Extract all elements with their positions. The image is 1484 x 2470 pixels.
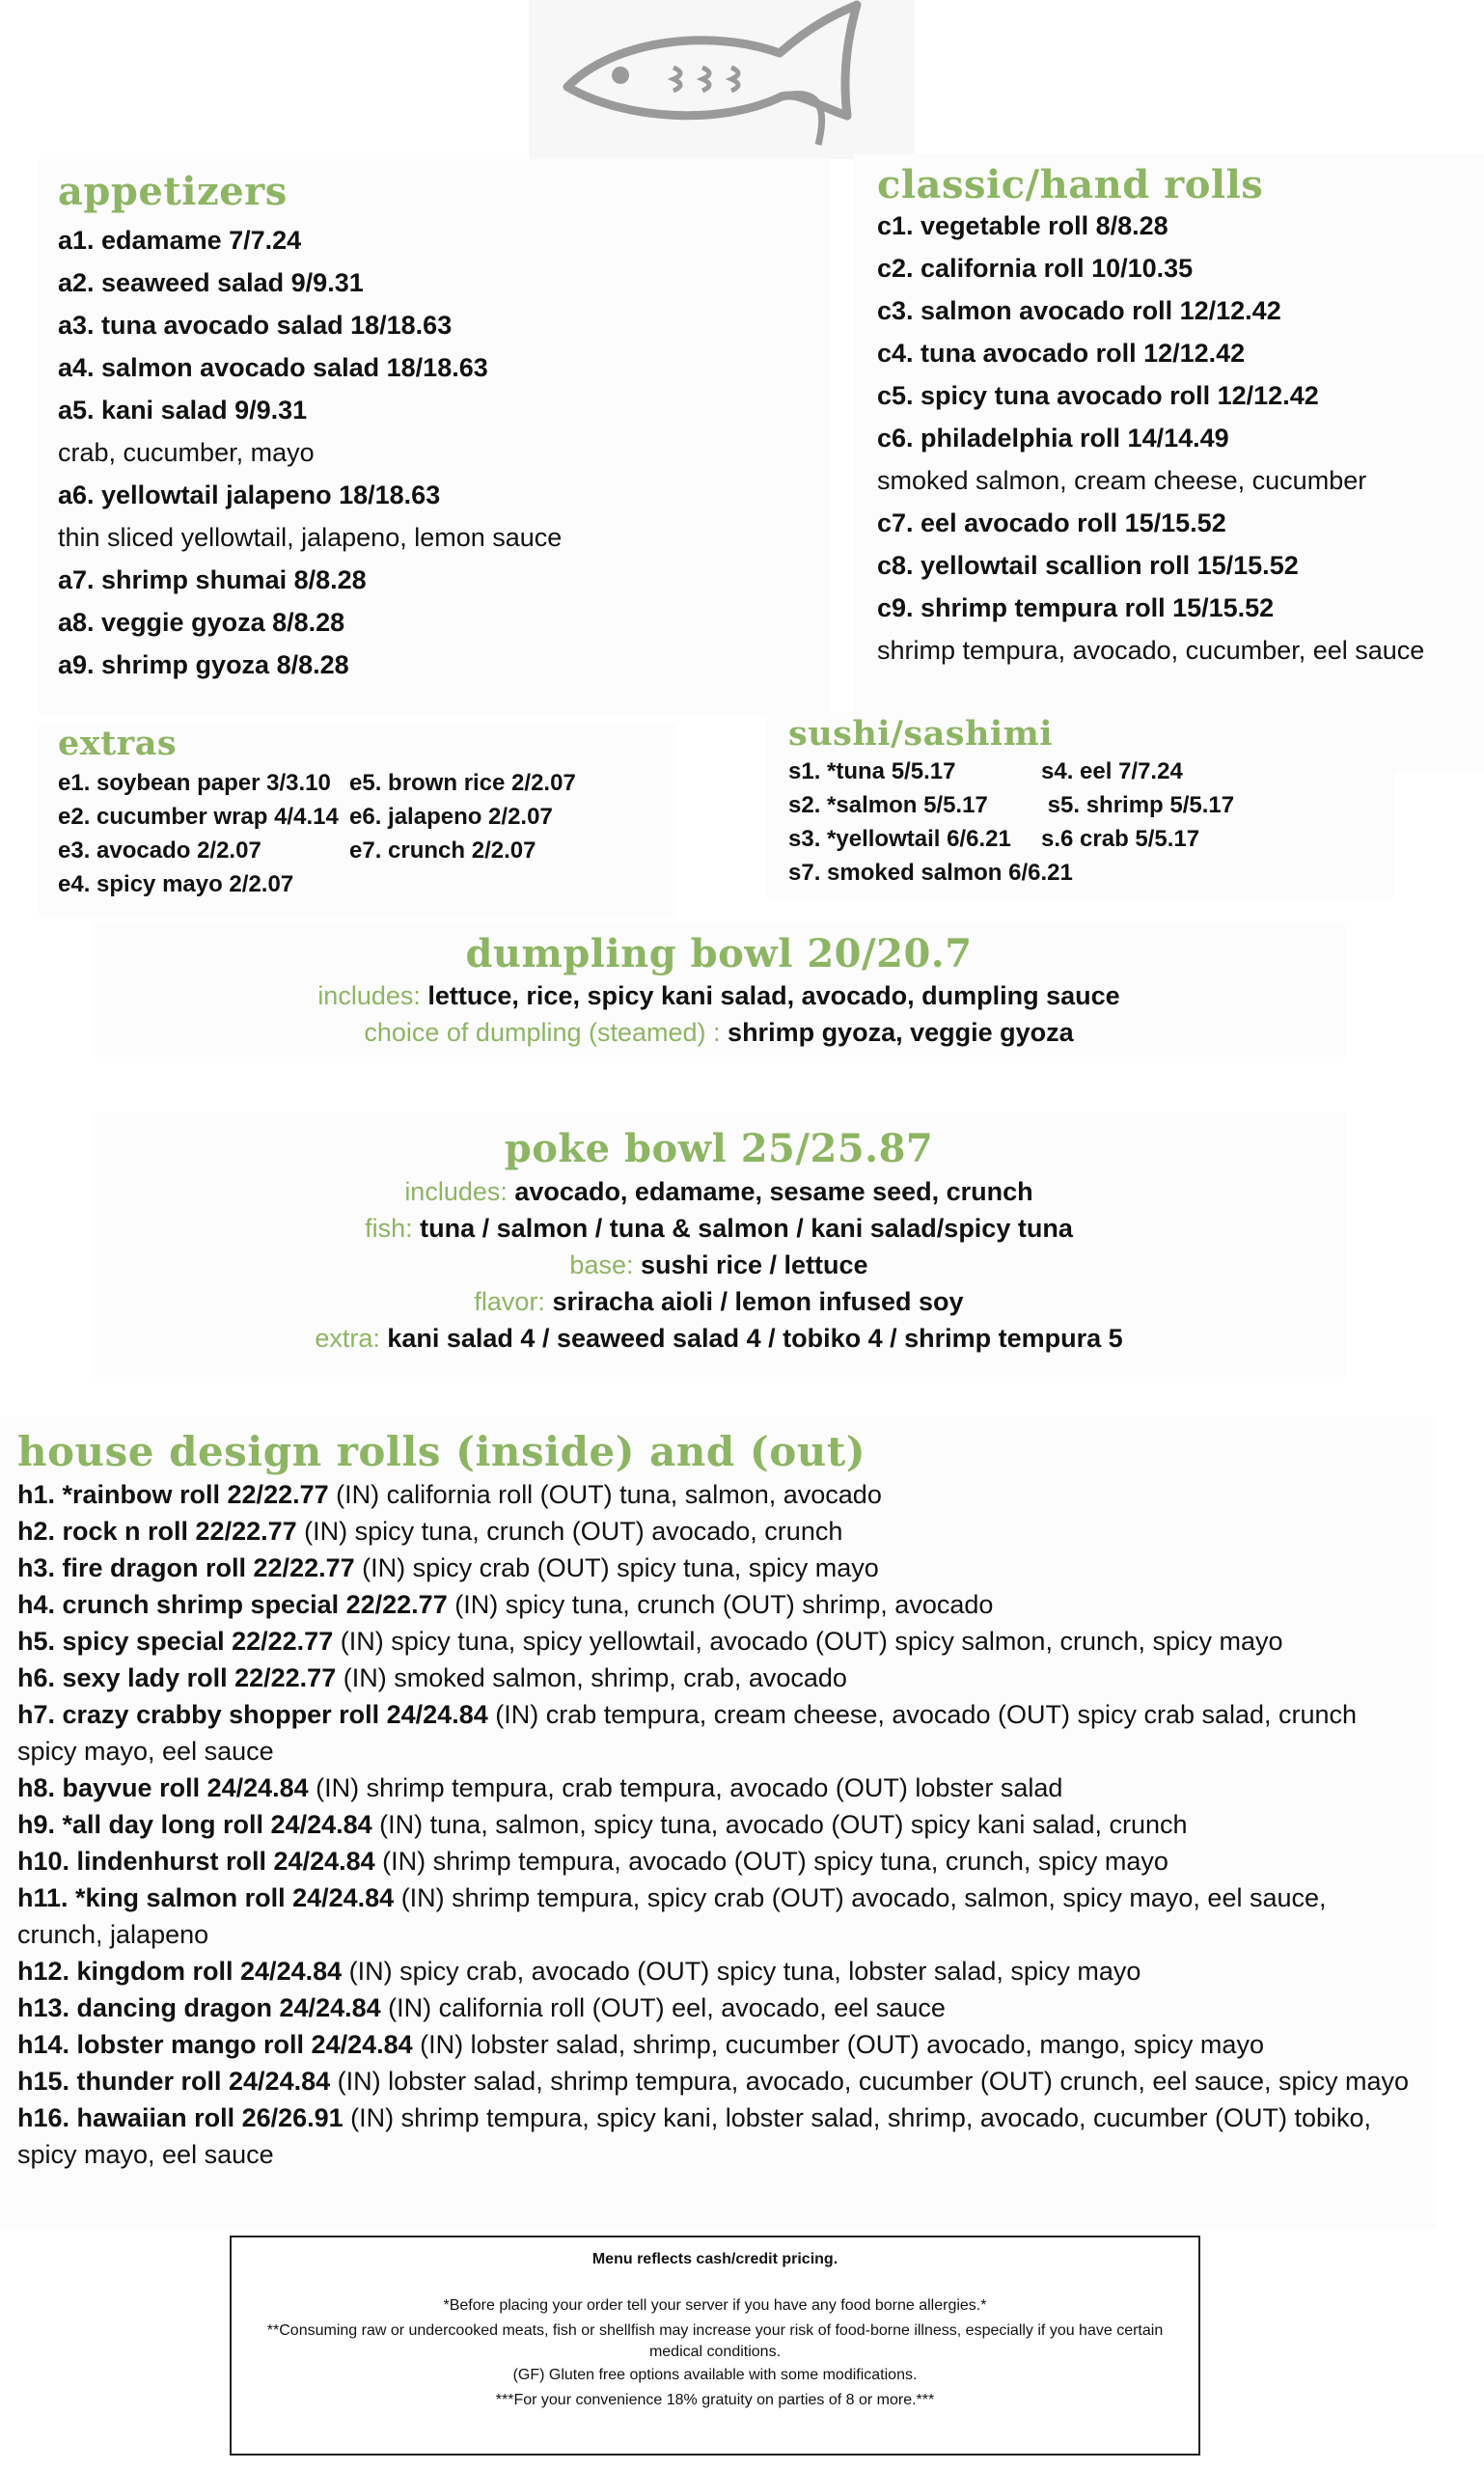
roll-description: (IN) shrimp tempura, spicy crab (OUT) avocado, salmon, spicy mayo, eel sauce, crunch, jalapeno <box>17 1883 1327 1949</box>
roll-name: h4. crunch shrimp special 22/22.77 <box>17 1590 448 1619</box>
roll-description: (IN) spicy tuna, crunch (OUT) shrimp, avocado <box>447 1590 994 1619</box>
sushi-row <box>788 822 1234 856</box>
bowl-line-value: avocado, edamame, sesame seed, crunch <box>514 1177 1033 1206</box>
notice-consumption-warning: **Consuming raw or undercooked meats, fish or shellfish may increase your risk of food-borne illness, especially if you have certain medical conditions. <box>266 2322 1164 2360</box>
bowl-line <box>93 977 1345 1014</box>
roll-name: h6. sexy lady roll 22/22.77 <box>17 1663 337 1692</box>
dumpling-bowl-heading: dumpling bowl 20/20.7 <box>465 931 973 976</box>
bowl-line-value: sushi rice / lettuce <box>640 1250 868 1279</box>
menu-item: c5. spicy tuna avocado roll 12/12.42 <box>877 381 1319 410</box>
house-rolls-section <box>0 1416 1436 2229</box>
menu-item: c6. philadelphia roll 14/14.49 <box>877 424 1229 453</box>
menu-item <box>17 1513 1416 1550</box>
roll-description: (IN) shrimp tempura, avocado (OUT) spicy tuna, crunch, spicy mayo <box>374 1847 1168 1876</box>
roll-name: h2. rock n roll 22/22.77 <box>17 1517 297 1546</box>
bowl-line <box>93 1014 1345 1051</box>
menu-item <box>17 1696 1416 1770</box>
appetizers-list <box>58 219 562 686</box>
menu-item <box>17 1843 1416 1880</box>
notice-allergy: *Before placing your order tell your server if you have any food borne allergies.* <box>443 2297 987 2314</box>
dumpling-bowl-section <box>93 921 1345 1057</box>
menu-item: s7. smoked salmon 6/6.21 <box>788 860 1073 886</box>
roll-name: h10. lindenhurst roll 24/24.84 <box>17 1847 375 1876</box>
bowl-line-value: sriracha aioli / lemon infused soy <box>552 1287 964 1316</box>
menu-item: a6. yellowtail jalapeno 18/18.63 <box>58 480 441 509</box>
extras-row <box>58 800 576 834</box>
menu-item: c8. yellowtail scallion roll 15/15.52 <box>877 551 1299 580</box>
sushi-sashimi-section <box>767 712 1394 897</box>
menu-item: e2. cucumber wrap 4/4.14 <box>58 804 339 830</box>
menu-item-description: crab, cucumber, mayo <box>58 438 315 467</box>
menu-item: a4. salmon avocado salad 18/18.63 <box>58 353 488 382</box>
roll-name: h14. lobster mango roll 24/24.84 <box>17 2030 413 2059</box>
house-rolls-list <box>17 1476 1416 2173</box>
menu-item <box>17 1953 1416 1990</box>
menu-item: s2. *salmon 5/5.17 <box>788 792 988 818</box>
sushi-sashimi-heading: sushi/sashimi <box>788 714 1054 754</box>
bowl-line-label: includes: <box>404 1177 515 1206</box>
menu-item: s.6 crab 5/5.17 <box>1041 826 1200 852</box>
menu-item <box>17 1586 1416 1623</box>
extras-list <box>58 766 576 901</box>
bowl-line-label: flavor: <box>474 1287 553 1316</box>
sushi-row <box>788 755 1234 788</box>
extras-heading: extras <box>58 724 178 763</box>
menu-item: a5. kani salad 9/9.31 <box>58 396 308 425</box>
menu-item <box>17 1623 1416 1660</box>
menu-item: c9. shrimp tempura roll 15/15.52 <box>877 593 1275 622</box>
menu-item: c2. california roll 10/10.35 <box>877 254 1194 283</box>
extras-section <box>39 724 675 917</box>
menu-item <box>17 1806 1416 1843</box>
extras-row <box>58 867 576 901</box>
menu-item: e3. avocado 2/2.07 <box>58 837 261 864</box>
roll-description: (IN) tuna, salmon, spicy tuna, avocado (OUT) spicy kani salad, crunch <box>371 1810 1188 1839</box>
menu-item <box>17 2100 1416 2173</box>
menu-item: e6. jalapeno 2/2.07 <box>349 804 553 830</box>
bowl-line-label: extra: <box>315 1324 388 1353</box>
bowl-line <box>93 1283 1345 1320</box>
classic-rolls-list <box>877 205 1424 672</box>
roll-description: (IN) spicy tuna, spicy yellowtail, avocado (OUT) spicy salmon, crunch, spicy mayo <box>333 1627 1283 1656</box>
roll-description: (IN) smoked salmon, shrimp, crab, avocado <box>336 1663 847 1692</box>
roll-name: h16. hawaiian roll 26/26.91 <box>17 2103 344 2132</box>
menu-item: a8. veggie gyoza 8/8.28 <box>58 608 345 637</box>
roll-description: (IN) spicy crab, avocado (OUT) spicy tuna, lobster salad, spicy mayo <box>342 1957 1141 1986</box>
roll-description: (IN) spicy crab (OUT) spicy tuna, spicy mayo <box>354 1553 879 1582</box>
roll-description: (IN) shrimp tempura, crab tempura, avocado (OUT) lobster salad <box>308 1773 1063 1802</box>
roll-description: (IN) lobster salad, shrimp, cucumber (OUT) avocado, mango, spicy mayo <box>412 2030 1264 2059</box>
extras-row <box>58 834 576 867</box>
menu-item-description: thin sliced yellowtail, jalapeno, lemon sauce <box>58 523 563 552</box>
roll-name: h5. spicy special 22/22.77 <box>17 1627 334 1656</box>
bowl-line <box>93 1247 1345 1283</box>
roll-name: h9. *all day long roll 24/24.84 <box>17 1810 372 1839</box>
menu-item-description: smoked salmon, cream cheese, cucumber <box>877 466 1367 495</box>
bowl-line <box>93 1210 1345 1247</box>
menu-item: c7. eel avocado roll 15/15.52 <box>877 508 1226 537</box>
bowl-line-label: fish: <box>365 1214 421 1243</box>
bowl-line-value: shrimp gyoza, veggie gyoza <box>728 1018 1074 1047</box>
menu-item <box>17 1660 1416 1696</box>
bowl-line-label: base: <box>569 1250 641 1279</box>
classic-rolls-section <box>854 154 1484 772</box>
bowl-line-label: includes: <box>317 981 428 1010</box>
menu-item: s1. *tuna 5/5.17 <box>788 758 956 784</box>
menu-item <box>17 1550 1416 1586</box>
menu-item: a9. shrimp gyoza 8/8.28 <box>58 650 349 679</box>
menu-item <box>17 1770 1416 1806</box>
roll-name: h12. kingdom roll 24/24.84 <box>17 1957 343 1986</box>
notice-gluten-free: (GF) Gluten free options available with some modifications. <box>512 2367 918 2383</box>
menu-item: s3. *yellowtail 6/6.21 <box>788 826 1011 852</box>
menu-item <box>17 2063 1416 2100</box>
menu-item: a2. seaweed salad 9/9.31 <box>58 268 364 297</box>
notice-title: Menu reflects cash/credit pricing. <box>591 2251 838 2267</box>
menu-item <box>17 1990 1416 2026</box>
menu-item: s4. eel 7/7.24 <box>1041 758 1183 784</box>
roll-name: h15. thunder roll 24/24.84 <box>17 2067 331 2096</box>
menu-item: s5. shrimp 5/5.17 <box>1041 792 1235 818</box>
bowl-line-value: tuna / salmon / tuna & salmon / kani salad/spicy tuna <box>420 1214 1073 1243</box>
classic-rolls-heading: classic/hand rolls <box>877 162 1264 207</box>
menu-item: c4. tuna avocado roll 12/12.42 <box>877 339 1246 368</box>
roll-description: (IN) california roll (OUT) tuna, salmon, avocado <box>328 1480 882 1509</box>
menu-item: a7. shrimp shumai 8/8.28 <box>58 565 367 594</box>
menu-item-description: shrimp tempura, avocado, cucumber, eel sauce <box>877 636 1425 665</box>
roll-name: h13. dancing dragon 24/24.84 <box>17 1993 381 2022</box>
roll-description: (IN) lobster salad, shrimp tempura, avocado, cucumber (OUT) crunch, eel sauce, spicy mayo <box>330 2067 1410 2096</box>
menu-item <box>17 2026 1416 2063</box>
roll-description: (IN) crab tempura, cream cheese, avocado (OUT) spicy crab salad, crunch spicy mayo, eel sauce <box>17 1700 1358 1766</box>
pricing-notice <box>230 2236 1200 2456</box>
extras-row <box>58 766 576 800</box>
menu-item: a3. tuna avocado salad 18/18.63 <box>58 311 453 340</box>
bowl-line-value: kani salad 4 / seaweed salad 4 / tobiko 4 / shrimp tempura 5 <box>387 1324 1123 1353</box>
roll-name: h8. bayvue roll 24/24.84 <box>17 1773 309 1802</box>
house-rolls-heading: house design rolls (inside) and (out) <box>17 1428 866 1475</box>
roll-name: h1. *rainbow roll 22/22.77 <box>17 1480 329 1509</box>
menu-item: c3. salmon avocado roll 12/12.42 <box>877 296 1281 325</box>
bowl-line-label: choice of dumpling (steamed) : <box>364 1018 728 1047</box>
menu-item <box>17 1880 1416 1953</box>
bowl-line <box>93 1320 1345 1357</box>
menu-item: c1. vegetable roll 8/8.28 <box>877 211 1168 240</box>
menu-item: e1. soybean paper 3/3.10 <box>58 770 331 796</box>
menu-item: e4. spicy mayo 2/2.07 <box>58 871 294 897</box>
sushi-row <box>788 856 1234 890</box>
fish-logo-icon <box>529 0 915 159</box>
roll-name: h11. *king salmon roll 24/24.84 <box>17 1883 395 1912</box>
notice-gratuity: ***For your convenience 18% gratuity on parties of 8 or more.*** <box>495 2392 935 2408</box>
appetizers-heading: appetizers <box>58 169 288 214</box>
fish-logo <box>529 0 915 159</box>
menu-item: a1. edamame 7/7.24 <box>58 226 302 255</box>
roll-description: (IN) shrimp tempura, spicy kani, lobster salad, shrimp, avocado, cucumber (OUT) tobiko, spicy mayo, eel sauce <box>17 2103 1372 2169</box>
bowl-line <box>93 1173 1345 1210</box>
roll-name: h3. fire dragon roll 22/22.77 <box>17 1553 355 1582</box>
menu-item <box>17 1476 1416 1513</box>
roll-description: (IN) california roll (OUT) eel, avocado, eel sauce <box>380 1993 946 2022</box>
menu-item: e5. brown rice 2/2.07 <box>349 770 576 796</box>
poke-bowl-section <box>93 1112 1345 1377</box>
sushi-row <box>788 788 1234 822</box>
sushi-sashimi-list <box>788 755 1234 890</box>
roll-name: h7. crazy crabby shopper roll 24/24.84 <box>17 1700 488 1729</box>
poke-bowl-heading: poke bowl 25/25.87 <box>504 1126 934 1171</box>
menu-item: e7. crunch 2/2.07 <box>349 837 536 864</box>
appetizers-section <box>39 159 830 714</box>
bowl-line-value: lettuce, rice, spicy kani salad, avocado, dumpling sauce <box>427 981 1120 1010</box>
roll-description: (IN) spicy tuna, crunch (OUT) avocado, crunch <box>296 1517 843 1546</box>
